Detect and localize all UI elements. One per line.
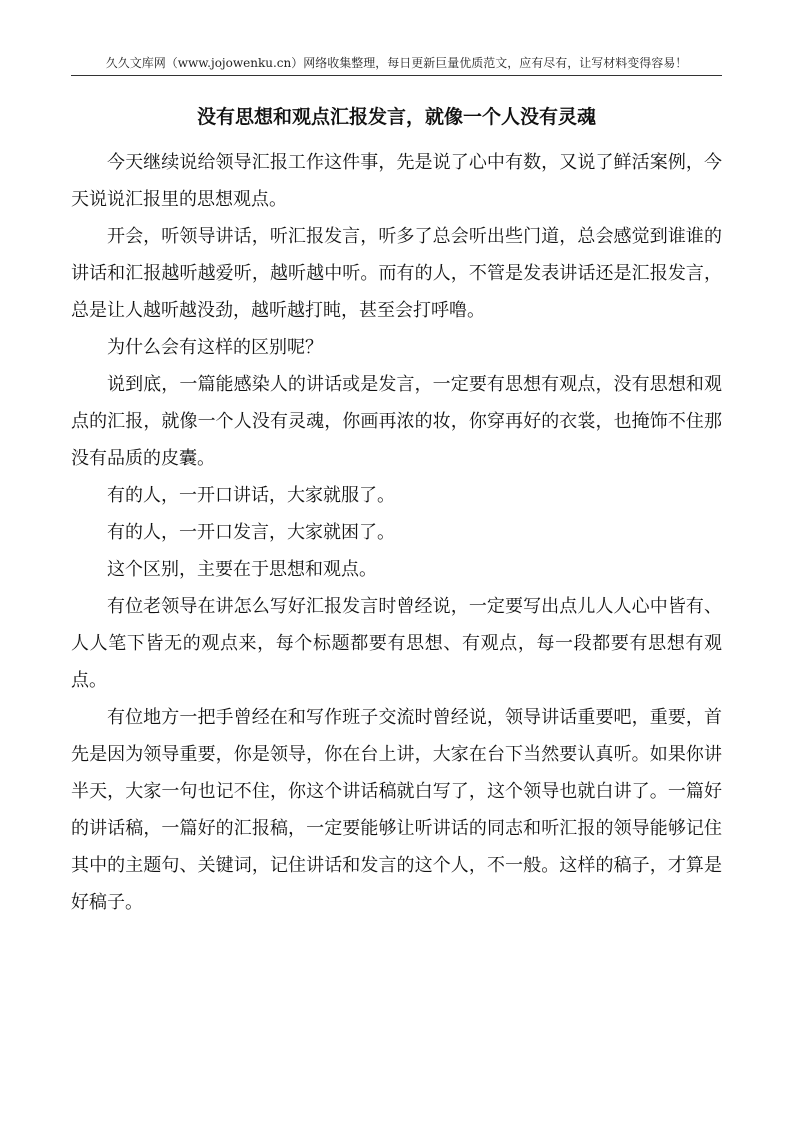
paragraph: 为什么会有这样的区别呢？ — [107, 337, 323, 358]
header-divider — [71, 75, 722, 76]
paragraph: 有位地方一把手曾经在和写作班子交流时曾经说，领导讲话重要吧，重要，首先是因为领导重要，你是领导，你在台上讲，大家在台下当然要认真听。如果你讲半天，大家一句也记不住，你这个讲话稿就白写了，这个领导也就白讲了。一篇好的讲话稿，一篇好的汇报稿，一定要能够让听讲话的同志和听汇报的领导能够记住其中的主题句、关键词，记住讲话和发言的这个人，不一般。这样的稿子，才算是好稿子。 — [71, 707, 722, 913]
document-title: 没有思想和观点汇报发言，就像一个人没有灵魂 — [196, 106, 596, 128]
paragraph: 有的人，一开口讲话，大家就服了。 — [107, 485, 395, 506]
document-body — [71, 144, 722, 921]
paragraph: 开会，听领导讲话，听汇报发言，听多了总会听出些门道，总会感觉到谁谁的讲话和汇报越听越爱听，越听越中听。而有的人，不管是发表讲话还是汇报发言，总是让人越听越没劲，越听越打盹，甚至会打呼噜。 — [71, 226, 722, 321]
paragraph: 说到底，一篇能感染人的讲话或是发言，一定要有思想有观点，没有思想和观点的汇报，就像一个人没有灵魂，你画再浓的妆，你穿再好的衣裳，也掩饰不住那没有品质的皮囊。 — [71, 374, 722, 469]
paragraph: 这个区别，主要在于思想和观点。 — [107, 559, 377, 580]
page-header: 久久文库网（www.jojowenku.cn）网络收集整理，每日更新巨量优质范文，应有尽有，让写材料变得容易！ — [105, 56, 688, 70]
paragraph: 有的人，一开口发言，大家就困了。 — [107, 522, 395, 543]
paragraph: 有位老领导在讲怎么写好汇报发言时曾经说，一定要写出点儿人人心中皆有、人人笔下皆无的观点来，每个标题都要有思想、有观点，每一段都要有思想有观点。 — [71, 596, 722, 691]
paragraph: 今天继续说给领导汇报工作这件事，先是说了心中有数，又说了鲜活案例，今天说说汇报里的思想观点。 — [71, 152, 722, 210]
